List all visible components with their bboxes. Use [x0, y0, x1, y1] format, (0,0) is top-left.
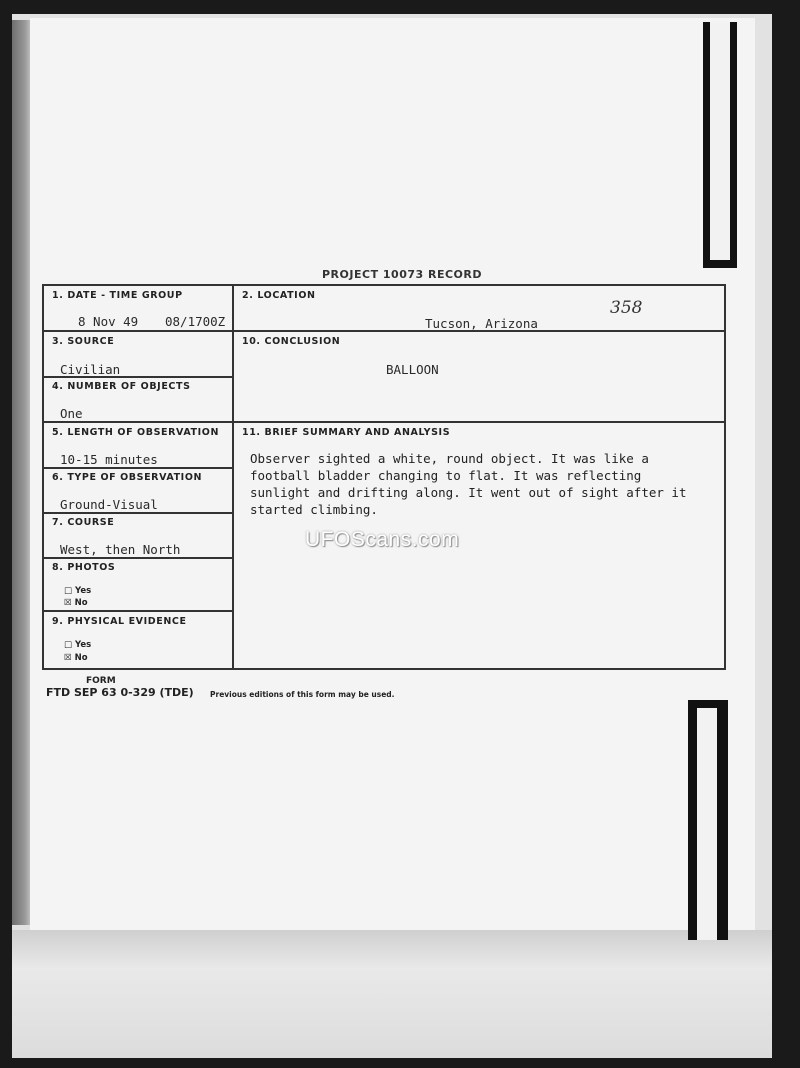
course-label: 7. COURSE [52, 517, 115, 528]
left-row-divider [42, 557, 232, 559]
left-row-divider [42, 467, 232, 469]
summary-line: football bladder changing to flat. It was reflecting [250, 468, 642, 483]
scan-bottom-area [12, 930, 772, 1058]
number-of-objects-value: One [60, 406, 83, 421]
column-divider [232, 284, 234, 670]
location-label: 2. LOCATION [242, 290, 316, 301]
date-time-group-label: 1. DATE - TIME GROUP [52, 290, 183, 301]
length-of-observation-label: 5. LENGTH OF OBSERVATION [52, 427, 219, 438]
footer-form-word: FORM [86, 676, 116, 686]
conclusion-value: BALLOON [386, 362, 439, 377]
footer-note: Previous editions of this form may be used. [210, 690, 395, 699]
handwritten-number: 358 [610, 298, 643, 318]
source-label: 3. SOURCE [52, 336, 115, 347]
photos-yes-option: □ Yes [64, 586, 92, 596]
length-of-observation-value: 10-15 minutes [60, 452, 158, 467]
conclusion-label: 10. CONCLUSION [242, 336, 341, 347]
photos-label: 8. PHOTOS [52, 562, 116, 573]
type-of-observation-label: 6. TYPE OF OBSERVATION [52, 472, 203, 483]
summary-line: Observer sighted a white, round object. It was like a [250, 451, 649, 466]
watermark: UFOScans.com [305, 528, 460, 551]
number-of-objects-label: 4. NUMBER OF OBJECTS [52, 381, 191, 392]
photos-no-option: ☒ No [64, 598, 88, 608]
left-row-divider [42, 610, 232, 612]
binder-bar-top [703, 22, 737, 268]
summary-label: 11. BRIEF SUMMARY AND ANALYSIS [242, 427, 451, 438]
footer-form-id: FTD SEP 63 0-329 (TDE) [46, 686, 194, 699]
course-value: West, then North [60, 542, 181, 557]
form-title: PROJECT 10073 RECORD [322, 268, 483, 281]
row-divider [42, 330, 726, 332]
physical-evidence-yes-option: □ Yes [64, 640, 92, 650]
binder-bar-bottom [688, 700, 728, 940]
type-of-observation-value: Ground-Visual [60, 497, 158, 512]
summary-text [250, 450, 750, 518]
location-value: Tucson, Arizona [425, 316, 538, 331]
summary-line: sunlight and drifting along. It went out of sight after it [250, 485, 687, 500]
left-row-divider [42, 512, 232, 514]
date-value: 8 Nov 49 [78, 314, 139, 329]
row-divider [42, 421, 726, 423]
summary-line: started climbing. [250, 502, 378, 517]
physical-evidence-label: 9. PHYSICAL EVIDENCE [52, 616, 187, 627]
physical-evidence-no-option: ☒ No [64, 653, 88, 663]
time-value: 08/1700Z [165, 314, 226, 329]
source-value: Civilian [60, 362, 121, 377]
